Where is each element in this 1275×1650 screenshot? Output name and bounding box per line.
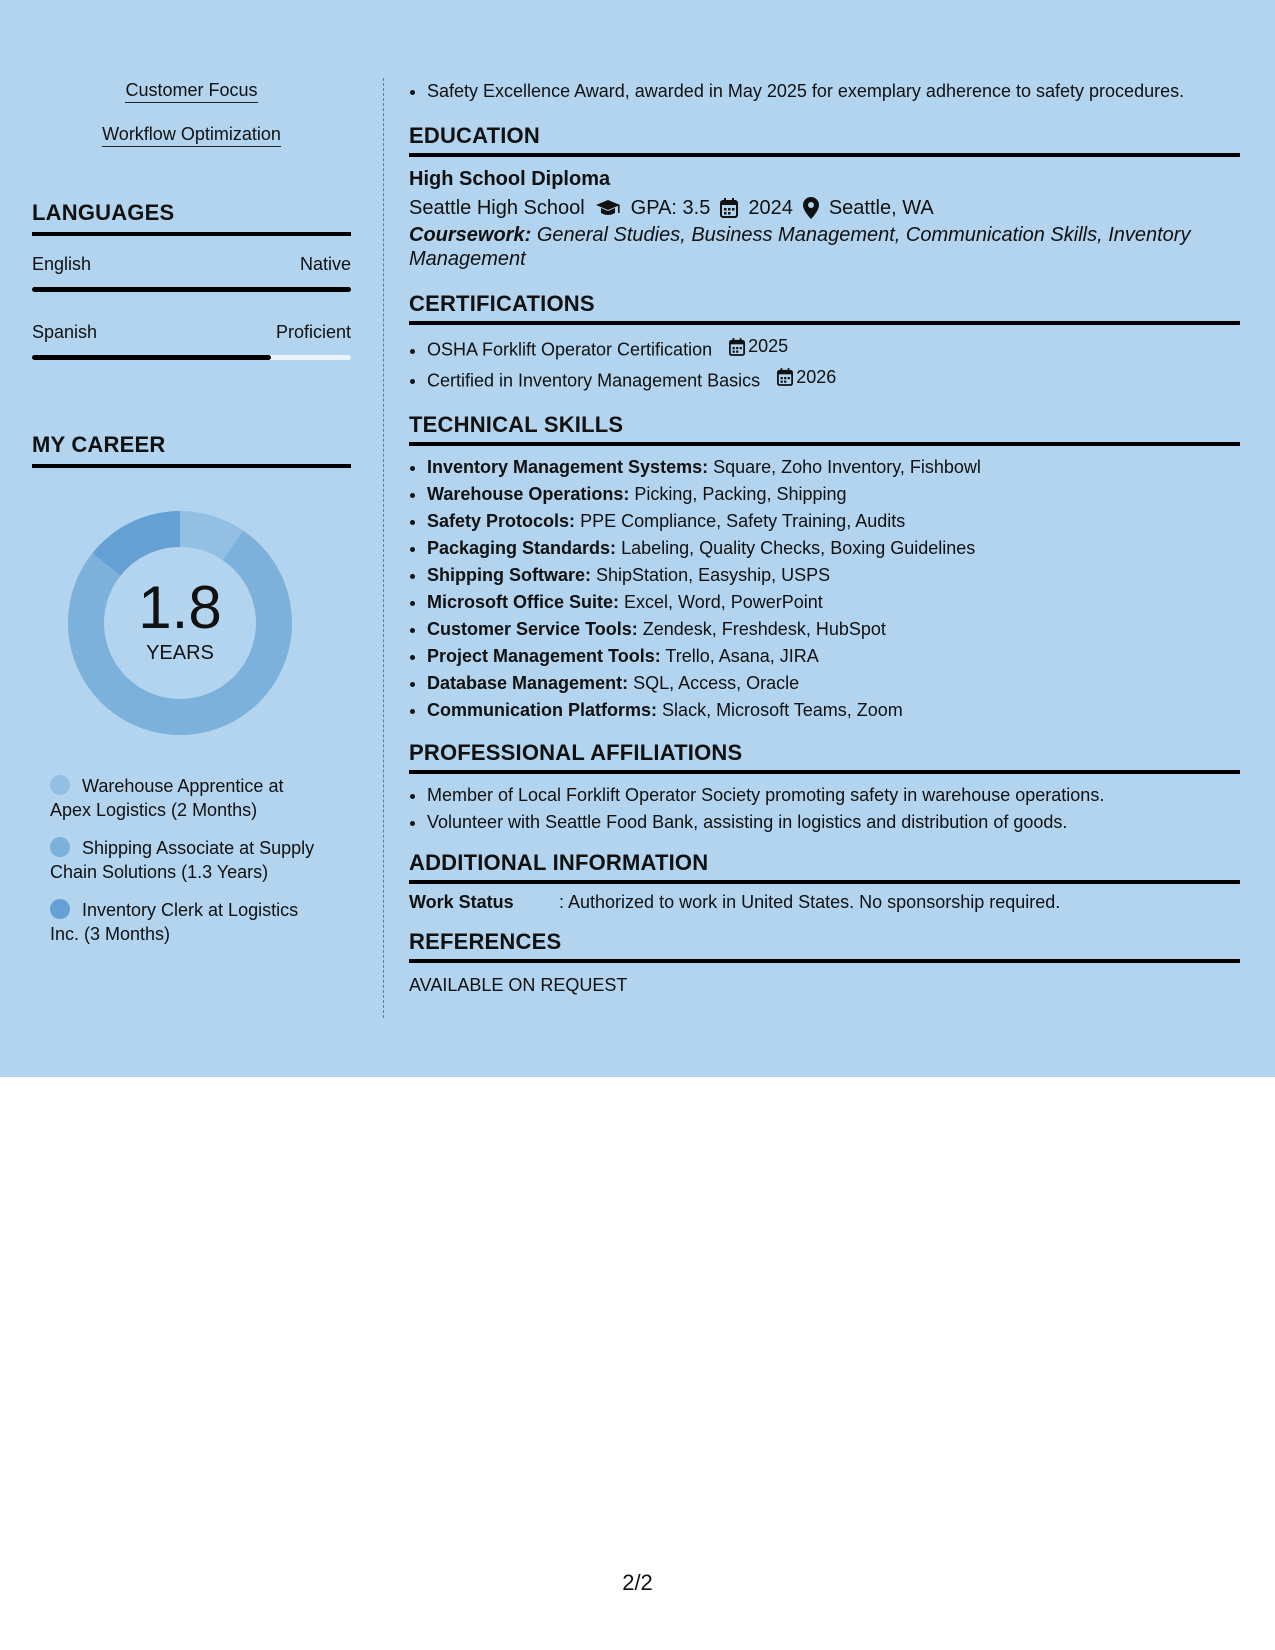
certification-item bbox=[427, 333, 1240, 364]
career-total: 1.8 bbox=[138, 573, 222, 641]
calendar-icon bbox=[777, 368, 793, 386]
calendar-icon bbox=[720, 198, 738, 218]
affiliation-item: • Member of Local Forklift Operator Society promoting safety in warehouse operations. bbox=[427, 782, 1240, 809]
coursework-list: General Studies, Business Management, Communication Skills, Inventory Management bbox=[409, 224, 1191, 270]
certifications-heading: CERTIFICATIONS bbox=[409, 291, 1240, 325]
technical-skill-label: Safety Protocols: bbox=[427, 511, 576, 531]
technical-skill-label: Microsoft Office Suite: bbox=[427, 592, 620, 612]
location-pin-icon bbox=[803, 197, 819, 219]
skill-tag bbox=[32, 78, 351, 102]
technical-skill-value: ShipStation, Easyship, USPS bbox=[596, 565, 831, 585]
language-level: Native bbox=[299, 254, 351, 274]
career-legend bbox=[50, 774, 320, 946]
technical-skill-value: SQL, Access, Oracle bbox=[633, 673, 800, 693]
technical-skill-value: PPE Compliance, Safety Training, Audits bbox=[580, 511, 906, 531]
sidebar bbox=[32, 78, 351, 960]
technical-skills-heading: TECHNICAL SKILLS bbox=[409, 412, 1240, 446]
language-level: Proficient bbox=[275, 322, 351, 342]
skill-tag-label: Customer Focus bbox=[125, 80, 257, 103]
column-divider bbox=[383, 78, 384, 1018]
main-content bbox=[409, 78, 1240, 996]
technical-skill-item bbox=[427, 508, 1240, 535]
legend-dot-icon bbox=[50, 899, 70, 919]
work-status-value: : Authorized to work in United States. No sponsorship required. bbox=[559, 892, 1061, 912]
technical-skill-value: Excel, Word, PowerPoint bbox=[624, 592, 823, 612]
technical-skill-item bbox=[427, 589, 1240, 616]
technical-skills-list bbox=[409, 454, 1240, 724]
awards-list bbox=[409, 78, 1240, 105]
technical-skill-value: Trello, Asana, JIRA bbox=[665, 646, 819, 666]
career-heading: MY CAREER bbox=[32, 432, 351, 468]
skill-tag bbox=[32, 122, 351, 146]
school-location: Seattle, WA bbox=[828, 197, 934, 219]
career-legend-item bbox=[50, 774, 320, 822]
certifications-list bbox=[409, 333, 1240, 394]
page-number: 2/2 bbox=[622, 1570, 653, 1595]
language-item bbox=[32, 254, 351, 292]
technical-skill-label: Database Management: bbox=[427, 673, 629, 693]
work-status-label: Work Status bbox=[409, 892, 514, 912]
language-bar bbox=[32, 355, 351, 360]
legend-dot-icon bbox=[50, 837, 70, 857]
degree-title: High School Diploma bbox=[409, 168, 611, 190]
language-bar-fill bbox=[32, 355, 271, 360]
technical-skill-item bbox=[427, 697, 1240, 724]
education-meta bbox=[409, 193, 1240, 223]
certification-name: Certified in Inventory Management Basics bbox=[427, 370, 761, 390]
language-bar bbox=[32, 287, 351, 292]
technical-skill-label: Shipping Software: bbox=[427, 565, 591, 585]
references-text: AVAILABLE ON REQUEST bbox=[409, 975, 628, 995]
language-bar-fill bbox=[32, 287, 351, 292]
technical-skill-value: Labeling, Quality Checks, Boxing Guidelines bbox=[621, 538, 976, 558]
career-unit: YEARS bbox=[146, 641, 214, 664]
certification-year: 2025 bbox=[748, 336, 789, 356]
education-heading: EDUCATION bbox=[409, 123, 1240, 157]
career-legend-item bbox=[50, 898, 320, 946]
certification-item bbox=[427, 364, 1240, 395]
technical-skill-label: Project Management Tools: bbox=[427, 646, 661, 666]
technical-skill-item bbox=[427, 535, 1240, 562]
career-donut-chart bbox=[65, 508, 295, 738]
technical-skill-value: Square, Zoho Inventory, Fishbowl bbox=[713, 457, 981, 477]
certification-name: OSHA Forklift Operator Certification bbox=[427, 339, 713, 360]
award-item: • Safety Excellence Award, awarded in May 2025 for exemplary adherence to safety procedures. bbox=[427, 78, 1240, 105]
coursework-label: Coursework: bbox=[409, 224, 532, 246]
language-item bbox=[32, 322, 351, 360]
career-legend-label: Inventory Clerk at Logistics Inc. (3 Months) bbox=[50, 900, 299, 944]
technical-skill-item bbox=[427, 616, 1240, 643]
career-legend-label: Warehouse Apprentice at Apex Logistics (2 Months) bbox=[50, 776, 284, 820]
graduation-cap-icon bbox=[595, 199, 621, 217]
career-legend-label: Shipping Associate at Supply Chain Solutions (1.3 Years) bbox=[50, 838, 315, 882]
work-status-row bbox=[409, 892, 1240, 913]
languages-heading: LANGUAGES bbox=[32, 200, 351, 236]
skill-tag-label: Workflow Optimization bbox=[102, 124, 281, 147]
coursework bbox=[409, 223, 1240, 271]
technical-skill-value: Picking, Packing, Shipping bbox=[634, 484, 847, 504]
gpa: GPA: 3.5 bbox=[630, 197, 711, 219]
technical-skill-label: Inventory Management Systems: bbox=[427, 457, 709, 477]
affiliations-list bbox=[409, 782, 1240, 836]
technical-skill-label: Packaging Standards: bbox=[427, 538, 617, 558]
technical-skill-label: Warehouse Operations: bbox=[427, 484, 630, 504]
additional-info-heading: ADDITIONAL INFORMATION bbox=[409, 850, 1240, 884]
language-name: Spanish bbox=[32, 322, 98, 342]
technical-skill-item bbox=[427, 481, 1240, 508]
graduation-year: 2024 bbox=[748, 197, 793, 219]
technical-skill-item bbox=[427, 562, 1240, 589]
technical-skill-value: Slack, Microsoft Teams, Zoom bbox=[662, 700, 903, 720]
affiliations-heading: PROFESSIONAL AFFILIATIONS bbox=[409, 740, 1240, 774]
affiliation-item: • Volunteer with Seattle Food Bank, assisting in logistics and distribution of goods. bbox=[427, 809, 1240, 836]
career-legend-item bbox=[50, 836, 320, 884]
technical-skill-label: Customer Service Tools: bbox=[427, 619, 638, 639]
technical-skill-item bbox=[427, 670, 1240, 697]
technical-skill-item bbox=[427, 643, 1240, 670]
technical-skill-label: Communication Platforms: bbox=[427, 700, 658, 720]
school-name: Seattle High School bbox=[409, 197, 585, 219]
references-heading: REFERENCES bbox=[409, 929, 1240, 963]
calendar-icon bbox=[729, 338, 745, 356]
technical-skill-item bbox=[427, 454, 1240, 481]
language-name: English bbox=[32, 254, 92, 274]
technical-skill-value: Zendesk, Freshdesk, HubSpot bbox=[642, 619, 886, 639]
certification-year: 2026 bbox=[796, 366, 837, 387]
legend-dot-icon bbox=[50, 775, 70, 795]
